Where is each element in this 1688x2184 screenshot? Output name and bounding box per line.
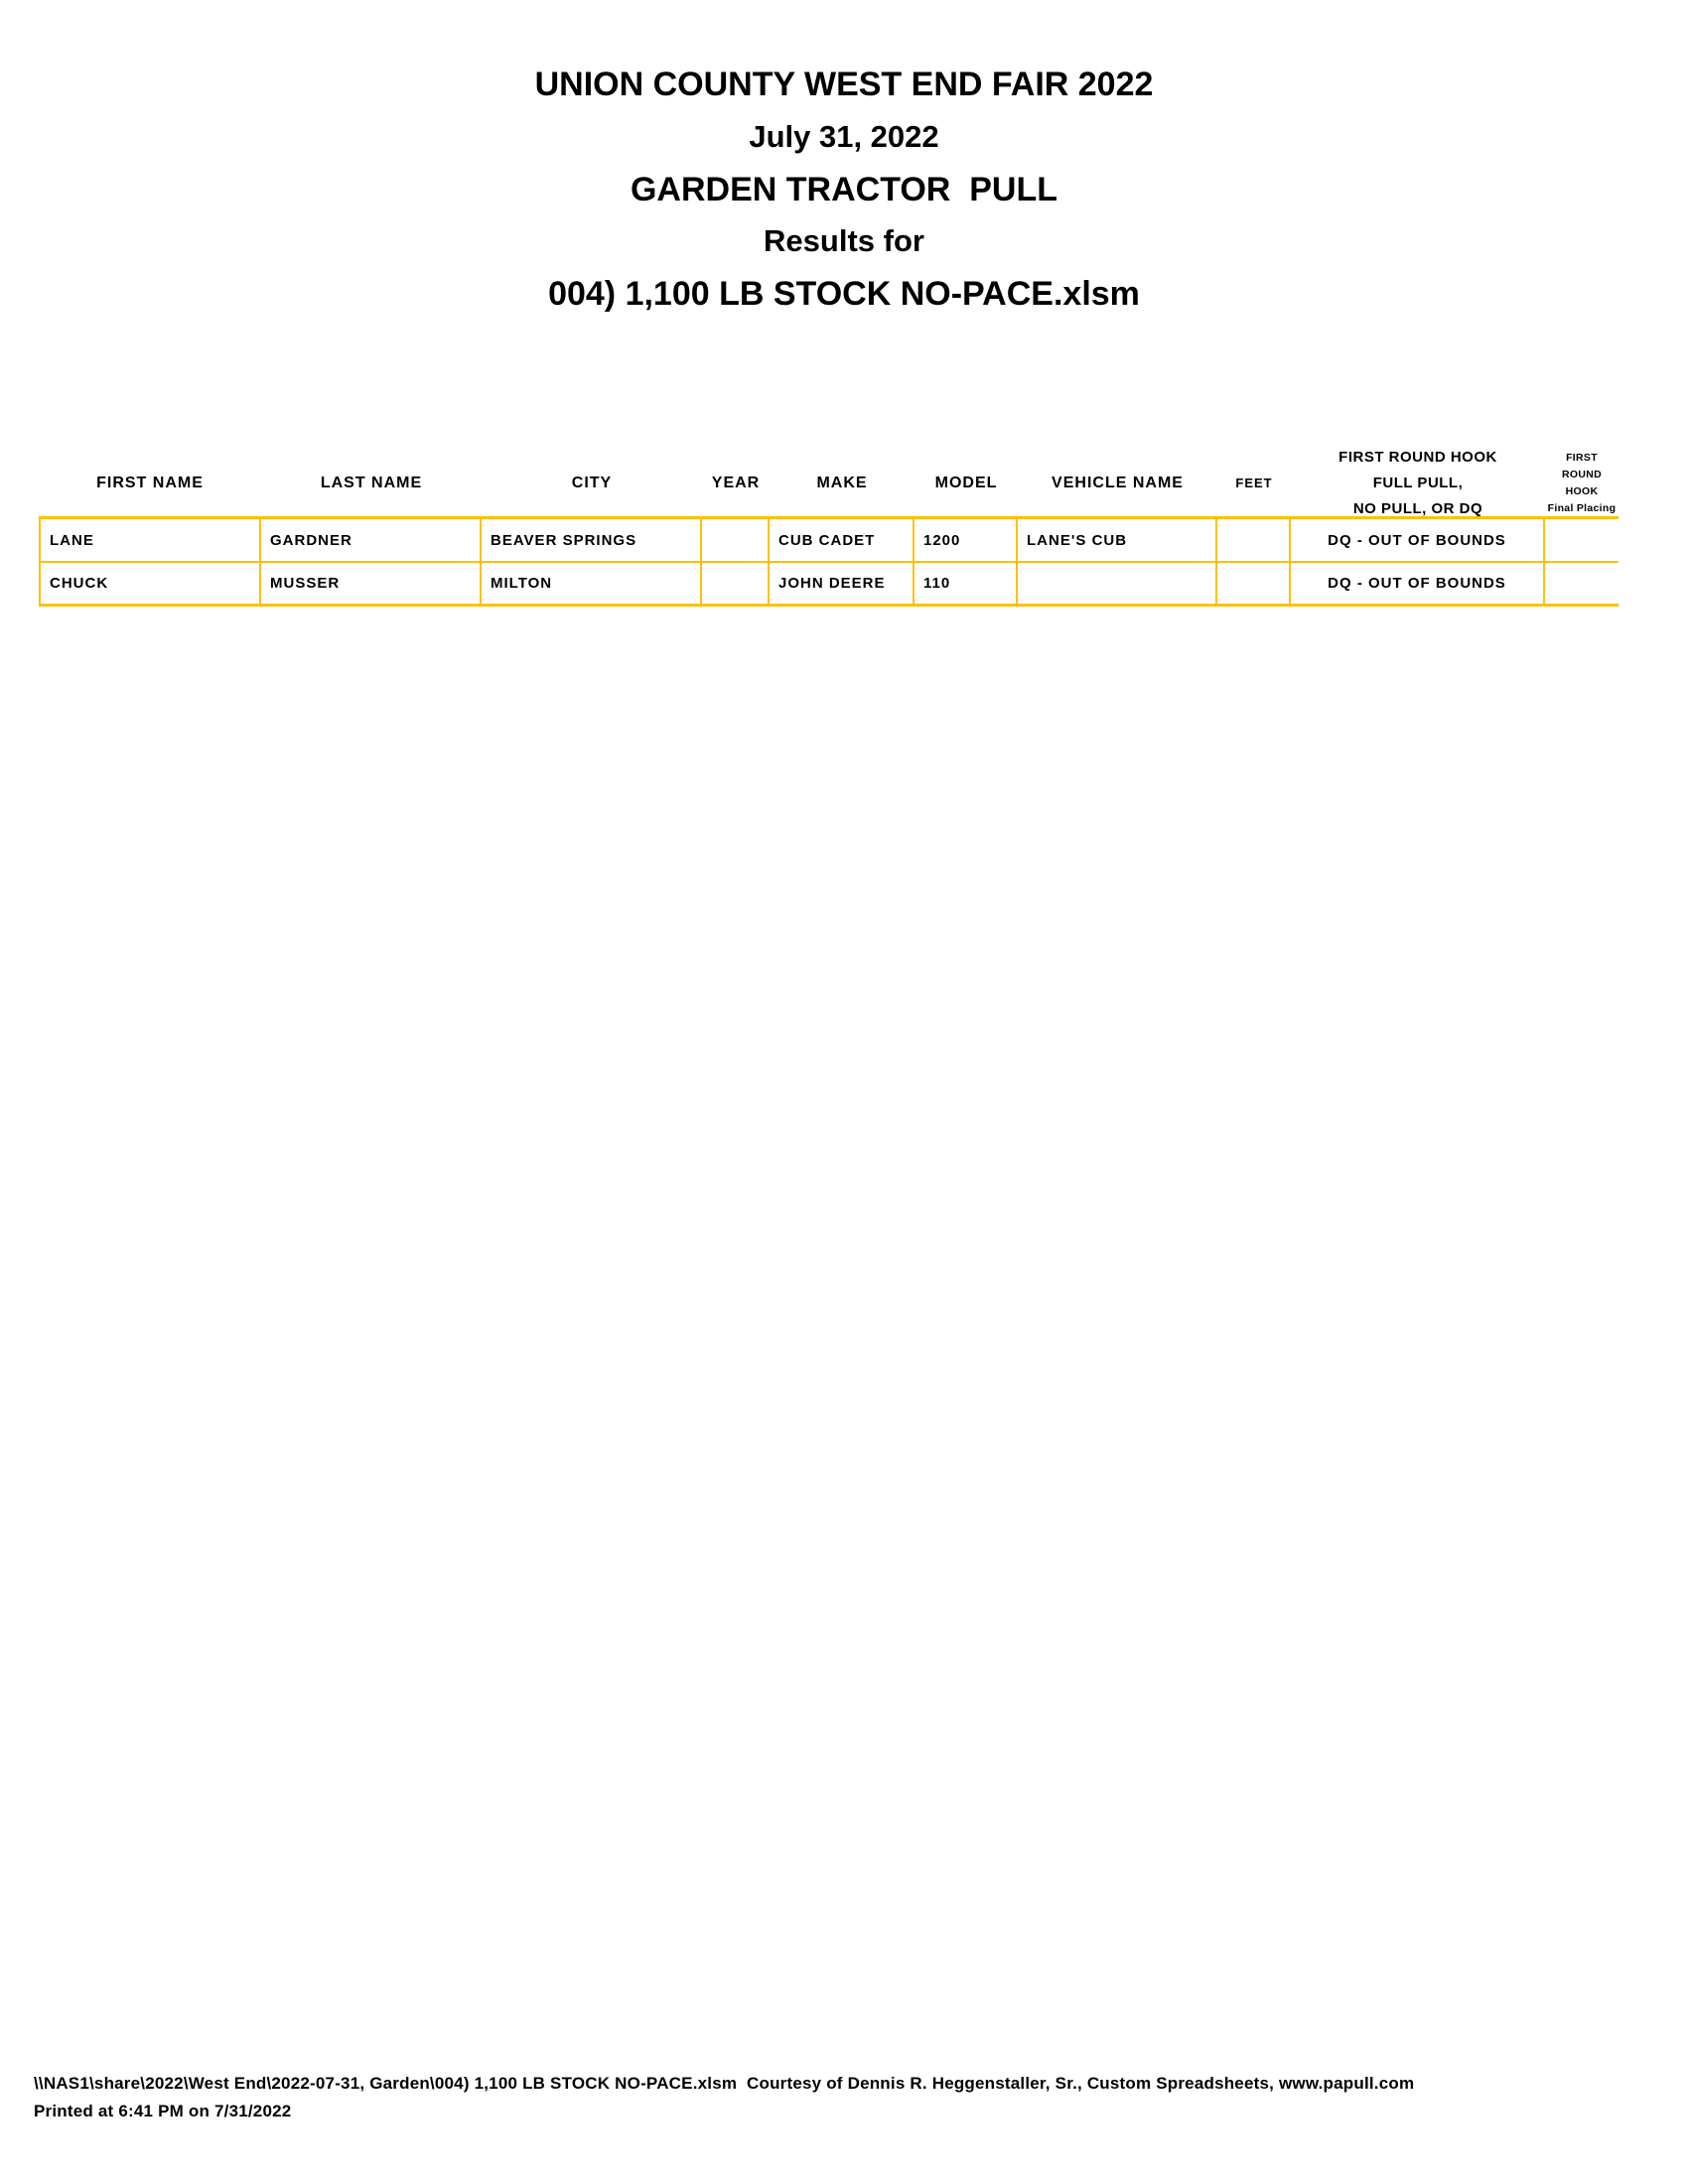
col-header-final-placing-line2: HOOK (1565, 485, 1599, 497)
cell-city: BEAVER SPRINGS (482, 519, 702, 563)
cell-year (702, 519, 770, 563)
col-header-final-placing-line3: Final Placing (1547, 502, 1617, 514)
class-file-name: 004) 1,100 LB STOCK NO-PACE.xlsm (548, 275, 1140, 313)
cell-feet (1217, 519, 1291, 563)
col-header-year: YEAR (711, 475, 761, 491)
cell-city: MILTON (482, 563, 702, 604)
cell-vehicle-name: LANE'S CUB (1018, 519, 1217, 563)
col-header-model: MODEL (934, 475, 998, 491)
event-date: July 31, 2022 (749, 119, 939, 154)
cell-model: 110 (914, 563, 1018, 604)
cell-first-round-hook: DQ - OUT OF BOUNDS (1291, 563, 1545, 604)
col-header-first-round-hook-line2: FULL PULL, (1372, 475, 1464, 491)
cell-vehicle-name (1018, 563, 1217, 604)
cell-year (702, 563, 770, 604)
col-header-feet: FEET (1235, 476, 1273, 490)
col-header-last-name: LAST NAME (320, 475, 423, 491)
cell-last-name: GARDNER (261, 519, 482, 563)
results-for-label: Results for (764, 223, 924, 258)
cell-final-placing (1545, 519, 1618, 563)
results-table (39, 516, 1618, 607)
page-title: UNION COUNTY WEST END FAIR 2022 (534, 66, 1154, 103)
cell-first-name: LANE (39, 519, 261, 563)
cell-model: 1200 (914, 519, 1018, 563)
col-header-final-placing-line1: FIRST ROUND (1562, 452, 1602, 480)
table-column-headers (39, 445, 1618, 516)
col-header-first-round-hook (1291, 445, 1545, 522)
col-header-first-round-hook-line3: NO PULL, OR DQ (1352, 500, 1483, 517)
cell-final-placing (1545, 563, 1618, 604)
cell-last-name: MUSSER (261, 563, 482, 604)
cell-make: CUB CADET (770, 519, 914, 563)
printed-timestamp: Printed at 6:41 PM on 7/31/2022 (34, 2102, 292, 2120)
event-name: GARDEN TRACTOR PULL (630, 171, 1058, 208)
cell-make: JOHN DEERE (770, 563, 914, 604)
col-header-first-round-hook-line1: FIRST ROUND HOOK (1338, 449, 1497, 466)
col-header-first-name: FIRST NAME (96, 475, 204, 491)
col-header-final-placing (1545, 445, 1618, 522)
cell-first-name: CHUCK (39, 563, 261, 604)
col-header-city: CITY (571, 475, 613, 491)
col-header-make: MAKE (816, 475, 868, 491)
cell-feet (1217, 563, 1291, 604)
file-path-credit-line: \\NAS1\share\2022\West End\2022-07-31, Garden\004) 1,100 LB STOCK NO-PACE.xlsm Courtesy of Dennis R. Heggenstaller, Sr., Custom Spreadsheets, www.papull.com (34, 2074, 1415, 2093)
col-header-vehicle-name: VEHICLE NAME (1052, 475, 1184, 491)
cell-first-round-hook: DQ - OUT OF BOUNDS (1291, 519, 1545, 563)
